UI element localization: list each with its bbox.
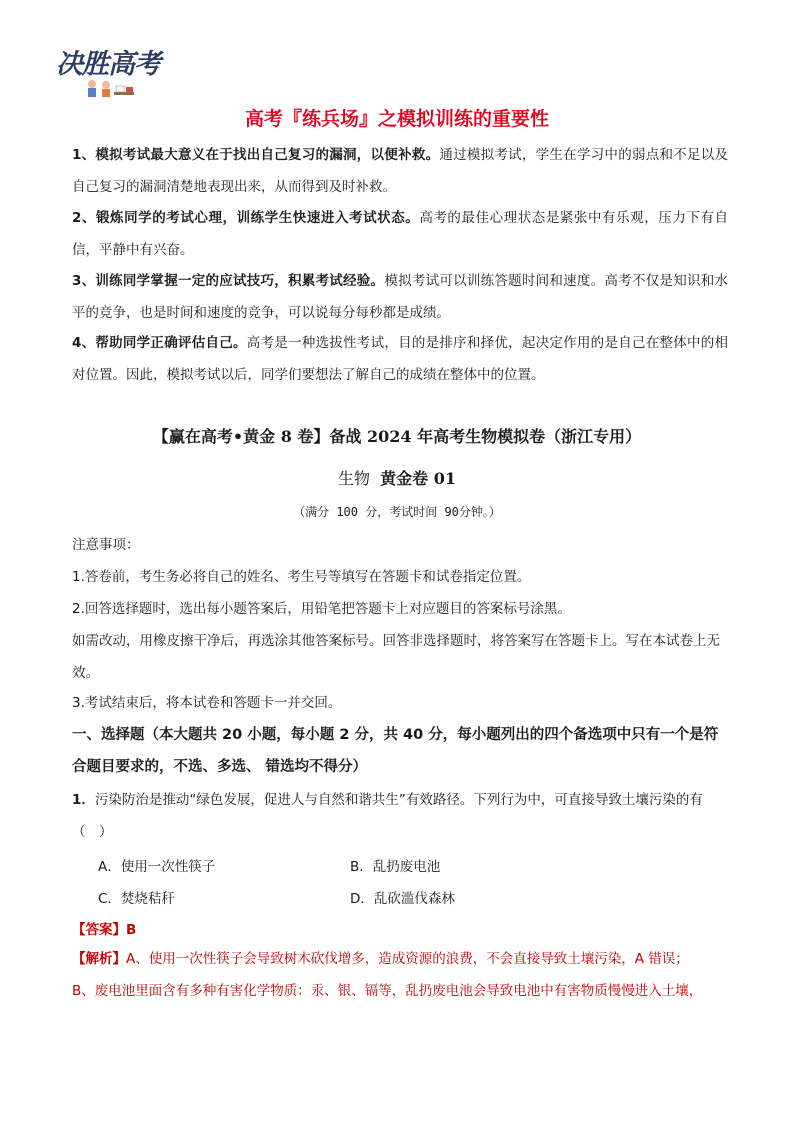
- section-heading: 一、选择题（本大题共 20 小题，每小题 2 分，共 40 分，每小题列出的四个备选项中只有一个是符合题目要求的，不选、多选、 错选均不得分）: [72, 727, 719, 775]
- students-illustration-icon: [82, 78, 142, 102]
- answer-value: B: [126, 922, 137, 938]
- option-c: C．焚烧秸秆: [98, 891, 175, 907]
- exam-title: 【赢在高考•黄金 8 卷】备战 2024 年高考生物模拟卷（浙江专用）: [152, 427, 642, 446]
- importance-paragraph-3: [72, 266, 728, 329]
- importance-3-body: 模拟考试可以训练答题时间和速度。高考不仅是知识和水平的竞争，也是时间和速度的竞争，可以说每分每秒都是成绩。: [72, 273, 728, 321]
- note-item-1: 1.答卷前，考生务必将自己的姓名、考生号等填写在答题卡和试卷指定位置。: [72, 569, 531, 585]
- score-note: （满分 100 分，考试时间 90分钟。）: [293, 505, 501, 519]
- answer-line: [72, 918, 136, 938]
- banner-title: 高考『练兵场』之模拟训练的重要性: [244, 108, 549, 130]
- importance-4-lead: 4、帮助同学正确评估自己。: [72, 335, 247, 351]
- importance-paragraph-4: [72, 328, 728, 391]
- importance-1-body: 通过模拟考试，学生在学习中的弱点和不足以及自己复习的漏洞清楚地表现出来，从而得到及时补救。: [72, 147, 728, 195]
- analysis-text-1: A、使用一次性筷子会导致树木砍伐增多，造成资源的浪费，不会直接导致土壤污染，A 错误；: [126, 951, 689, 967]
- subject-line: [0, 466, 794, 489]
- option-d: D．乱砍滥伐森林: [350, 891, 455, 907]
- importance-paragraph-1: [72, 140, 728, 203]
- answer-tag: 【答案】: [72, 922, 126, 938]
- note-item-4: 3.考试结束后，将本试卷和答题卡一并交回。: [72, 695, 342, 711]
- importance-2-body: 高考的最佳心理状态是紧张中有乐观，压力下有自信，平静中有兴奋。: [72, 210, 728, 258]
- question-1-number: 1．: [72, 792, 95, 808]
- paper-name: 黄金卷 01: [380, 469, 457, 488]
- note-item-2: 2.回答选择题时，选出每小题答案后，用铅笔把答题卡上对应题目的答案标号涂黑。: [72, 601, 571, 617]
- importance-paragraph-2: [72, 203, 728, 266]
- importance-2-lead: 2、锻炼同学的考试心理，训练学生快速进入考试状态。: [72, 210, 420, 226]
- analysis-tag: 【解析】: [72, 951, 126, 967]
- analysis-line-2: B、废电池里面含有多种有害化学物质：汞、银、镉等，乱扔废电池会导致电池中有害物质慢慢进入土壤，: [72, 983, 703, 999]
- notes-heading: 注意事项：: [72, 537, 140, 553]
- brand-logo: [56, 42, 168, 108]
- importance-1-lead: 1、模拟考试最大意义在于找出自己复习的漏洞，以便补救。: [72, 147, 440, 163]
- option-a: A．使用一次性筷子: [98, 859, 216, 875]
- logo-text: 决胜高考: [56, 49, 160, 80]
- question-1-stem: [72, 785, 728, 848]
- option-b: B．乱扔废电池: [350, 859, 441, 875]
- subject-name: 生物: [337, 469, 370, 488]
- importance-3-lead: 3、训练同学掌握一定的应试技巧，积累考试经验。: [72, 273, 385, 289]
- note-item-3: 如需改动，用橡皮擦干净后，再选涂其他答案标号。回答非选择题时，将答案写在答题卡上。写在本试卷上无效。: [72, 633, 720, 681]
- analysis-line-1: [72, 944, 732, 976]
- question-1-text: 污染防治是推动“绿色发展，促进人与自然和谐共生”有效路径。下列行为中，可直接导致土壤污染的有（ ）: [72, 792, 703, 840]
- importance-4-body: 高考是一种选拔性考试，目的是排序和择优，起决定作用的是自己在整体中的相对位置。因此，模拟考试以后，同学们要想法了解自己的成绩在整体中的位置。: [72, 335, 728, 383]
